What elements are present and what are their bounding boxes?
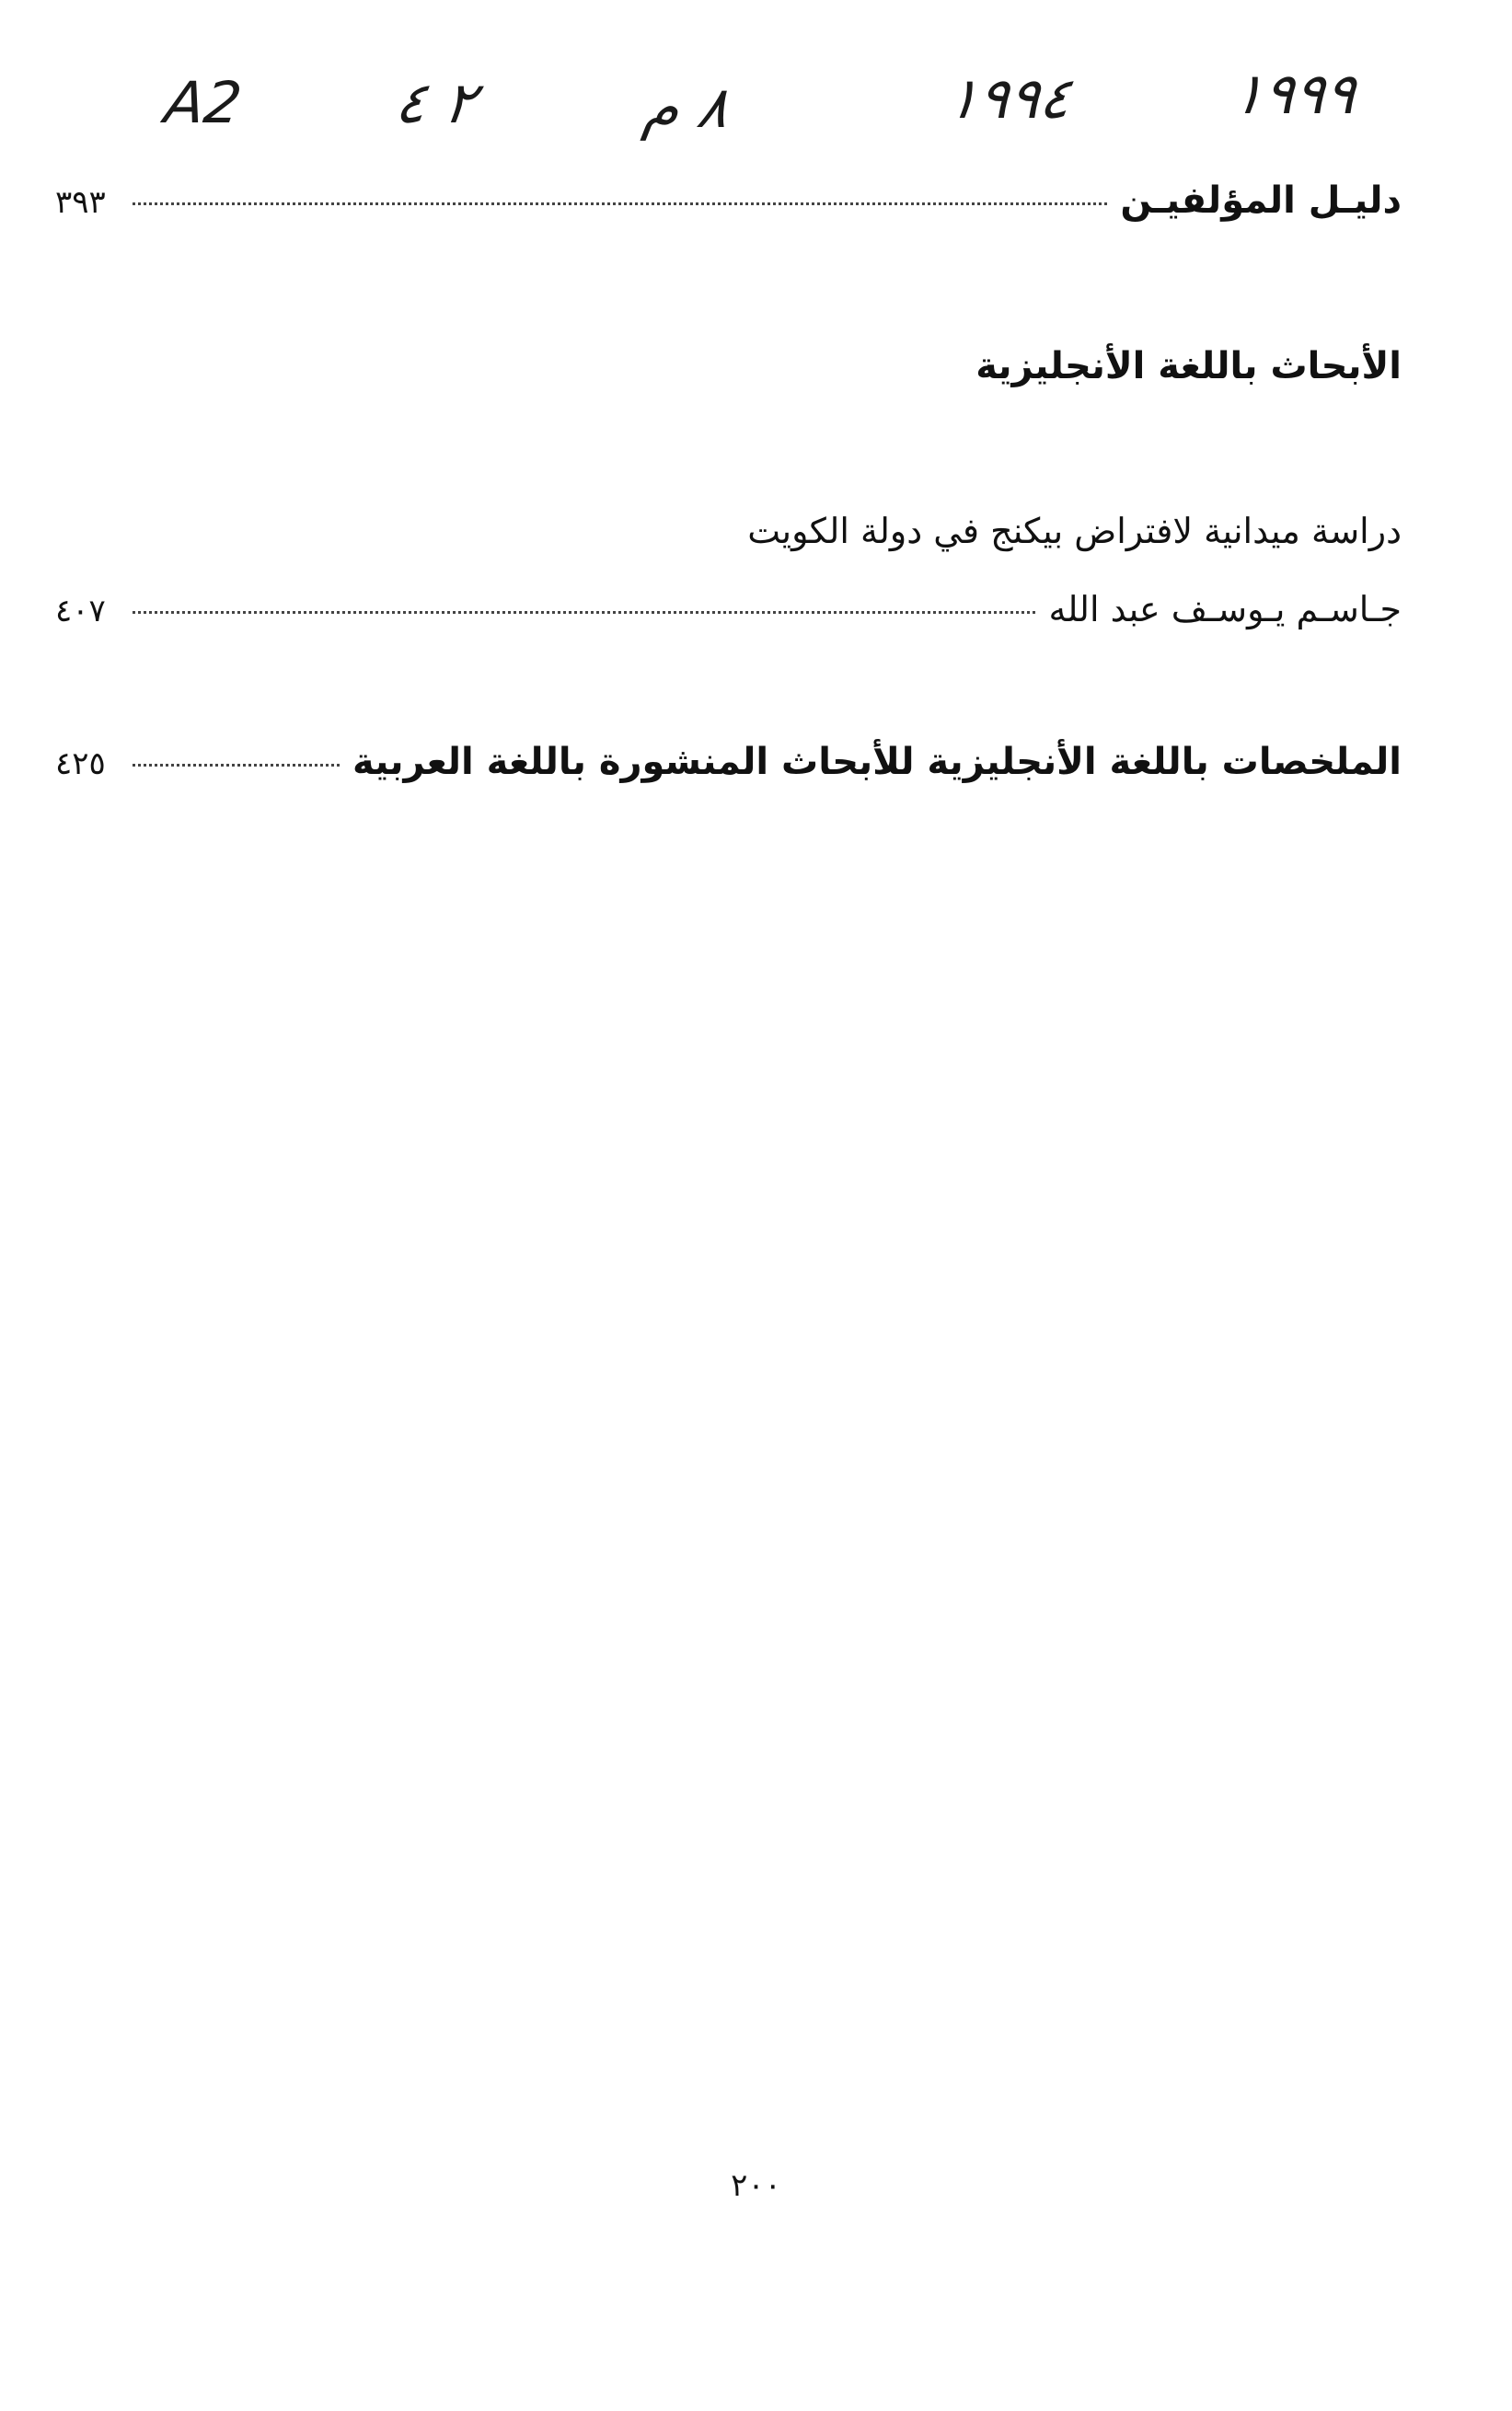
section-heading-english-research: الأبحاث باللغة الأنجليزية [975,345,1402,387]
dot-leader [133,764,340,767]
toc-entry-author: جـاسـم يـوسـف عبد الله [1048,589,1402,629]
toc-entry-title: دليـل المؤلفيـن [1120,179,1402,222]
toc-entry-study [55,589,1402,653]
handwritten-mark: A2 [160,69,246,136]
handwritten-mark: ٢ ٤ [390,69,480,136]
toc-entry-study-title: دراسة ميدانية لافتراض بيكنج في دولة الكويت [747,511,1402,551]
handwritten-mark: ١٩٩٤ [942,64,1076,132]
toc-entry-authors-guide [55,179,1402,244]
toc-entry-abstracts [55,741,1402,805]
handwritten-mark: ٨ م [639,74,733,141]
page-number: ٢٠٠ [731,2167,781,2204]
toc-entry-title: الملخصات باللغة الأنجليزية للأبحاث المنشورة باللغة العربية [352,741,1402,783]
dot-leader [133,611,1035,614]
dot-leader [133,202,1107,205]
handwritten-mark: ١٩٩٩ [1228,60,1361,127]
handwritten-annotations [0,51,1512,152]
toc-page-number: ٤٢٥ [55,745,106,782]
toc-page-number: ٤٠٧ [55,593,106,629]
toc-page-number: ٣٩٣ [55,184,106,221]
